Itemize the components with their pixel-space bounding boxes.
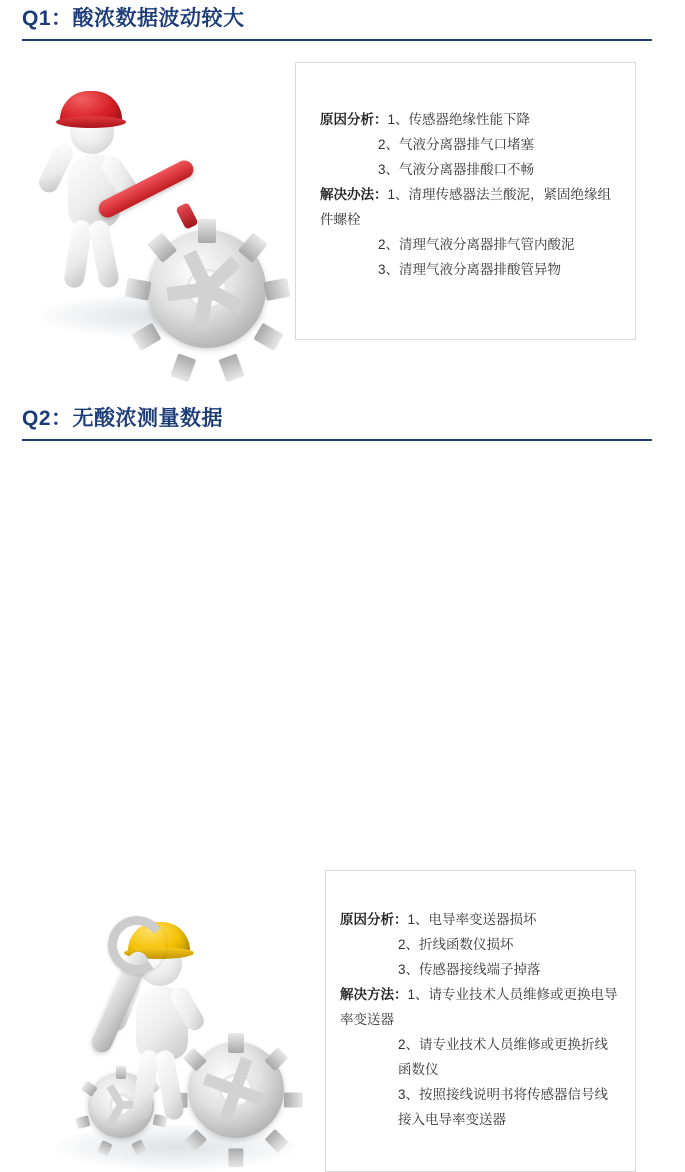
section-q1-heading xyxy=(22,0,662,48)
q2-cause-item-1: 1、电导率变送器损坏 xyxy=(407,912,537,927)
q1-cause-label: 原因分析： xyxy=(320,112,388,127)
large-gear-icon xyxy=(148,230,266,348)
q2-solution-line-1 xyxy=(340,982,619,1032)
q1-cause-item-3: 3、气液分离器排酸口不畅 xyxy=(378,162,535,177)
section-q2 xyxy=(0,400,685,1127)
illustration-q1 xyxy=(28,58,278,338)
q2-cause-label: 原因分析： xyxy=(340,912,408,927)
q2-solution-item-1: 1、请专业技术人员维修或更换电导率变送器 xyxy=(340,987,618,1027)
section-q1-title: Q1：酸浓数据波动较大 xyxy=(22,7,245,30)
q2-cause-item-3: 3、传感器接线端子掉落 xyxy=(398,962,541,977)
q2-cause-line-1 xyxy=(340,907,619,932)
section-q2-heading xyxy=(22,400,662,448)
q1-cause-item-2: 2、气液分离器排气口堵塞 xyxy=(378,137,535,152)
q2-solution-item-2: 2、请专业技术人员维修或更换折线函数仪 xyxy=(398,1037,609,1077)
q2-cause-item-2: 2、折线函数仪损坏 xyxy=(398,937,514,952)
q1-solution-item-2: 2、清理气液分离器排气管内酸泥 xyxy=(378,237,575,252)
q1-cause-item-1: 1、传感器绝缘性能下降 xyxy=(387,112,531,127)
heading-divider xyxy=(22,39,652,41)
q2-solution-item-3: 3、按照接线说明书将传感器信号线接入电导率变送器 xyxy=(398,1087,609,1127)
illustration-q2 xyxy=(60,890,310,1170)
q1-solution-label: 解决办法： xyxy=(320,187,388,202)
section-q2-title: Q2：无酸浓测量数据 xyxy=(22,407,224,430)
q1-solution-line-1 xyxy=(320,182,617,232)
panel-q1 xyxy=(295,62,636,340)
gear-right-icon xyxy=(188,1042,284,1138)
q1-solution-item-3: 3、清理气液分离器排酸管异物 xyxy=(378,262,562,277)
q1-cause-line-1 xyxy=(320,107,617,132)
q2-solution-label: 解决方法： xyxy=(340,987,408,1002)
panel-q2 xyxy=(325,870,636,1172)
section-q1 xyxy=(0,0,685,277)
heading-divider xyxy=(22,439,652,441)
q1-solution-item-1: 1、清理传感器法兰酸泥，紧固绝缘组件螺栓 xyxy=(320,187,612,227)
